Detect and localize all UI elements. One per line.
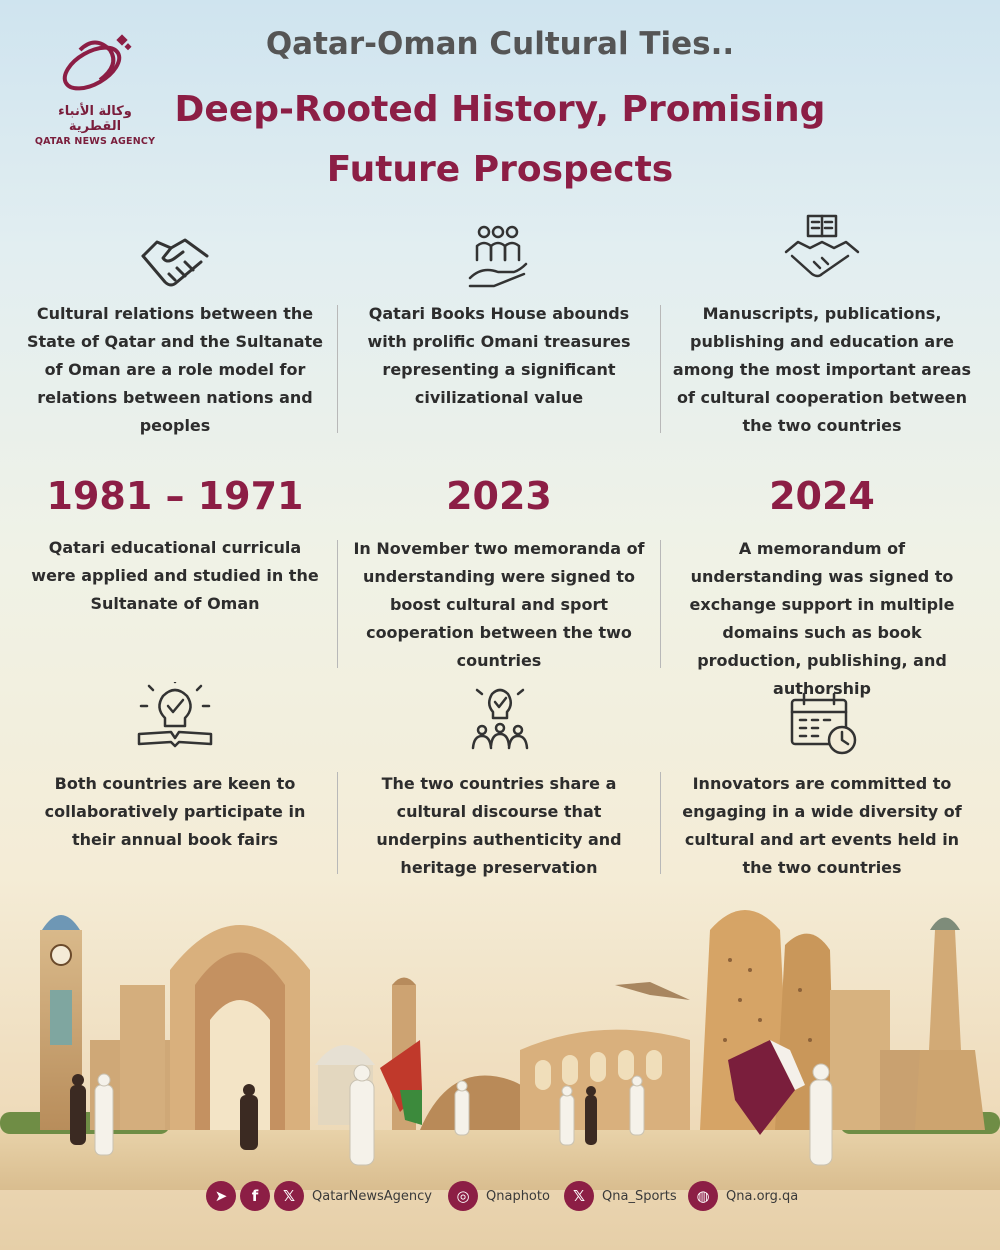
social-footer: [0, 1176, 1000, 1216]
x-sports-icon[interactable]: 𝕏: [564, 1181, 594, 1211]
row2-text-3: A memorandum of understanding was signed to exchange support in multiple domains such as book production, publishing, and authorship: [689, 539, 955, 698]
row2-text-2: In November two memoranda of understanding were signed to boost cultural and sport cooperation between the two countries: [353, 539, 645, 670]
row3-text-1: Both countries are keen to collaboratively participate in their annual book fairs: [44, 774, 306, 849]
social-group-2: [448, 1180, 550, 1212]
row2-text-1: Qatari educational curricula were applied and studied in the Sultanate of Oman: [31, 538, 319, 613]
year-2: 2023: [446, 474, 552, 518]
row1-text-2: Qatari Books House abounds with prolific Omani treasures representing a significant civilizational value: [367, 304, 631, 407]
divider-row2-left: [337, 540, 338, 668]
instagram-icon[interactable]: ◎: [448, 1181, 478, 1211]
landmarks-illustration: [0, 890, 1000, 1190]
lightbulb-book-icon: [135, 682, 215, 752]
lightbulb-group-icon: [460, 684, 540, 754]
page-supertitle: Qatar-Oman Cultural Ties..: [265, 26, 735, 62]
divider-row3-left: [337, 772, 338, 874]
handle-qnaphoto[interactable]: Qnaphoto: [486, 1188, 550, 1204]
divider-row3-right: [660, 772, 661, 874]
social-group-4: [688, 1180, 798, 1212]
year-1: 1981 – 1971: [46, 474, 304, 518]
calendar-clock-icon: [784, 690, 864, 760]
book-handshake-icon: [782, 212, 862, 282]
row1-text-3: Manuscripts, publications, publishing and education are among the most important areas of cultural cooperation between the two countries: [672, 304, 972, 435]
row3-text-3: Innovators are committed to engaging in a wide diversity of cultural and art events held in the two countries: [682, 774, 962, 877]
row1-text-1: Cultural relations between the State of Qatar and the Sultanate of Oman are a role model for relations between nations and peoples: [26, 304, 324, 435]
page-title: [0, 80, 1000, 200]
facebook-icon[interactable]: f: [240, 1181, 270, 1211]
logo-english-name: QATAR NEWS AGENCY: [34, 136, 156, 147]
handshake-icon: [135, 226, 215, 296]
social-group-3: [564, 1180, 677, 1212]
globe-icon[interactable]: ◍: [688, 1181, 718, 1211]
divider-row2-right: [660, 540, 661, 668]
divider-row1-left: [337, 305, 338, 433]
year-3: 2024: [769, 474, 875, 518]
page-title-line2: Future Prospects: [326, 149, 674, 190]
handle-qna-sports[interactable]: Qna_Sports: [602, 1188, 677, 1204]
handle-qatarnewsagency[interactable]: QatarNewsAgency: [312, 1188, 432, 1204]
x-icon[interactable]: 𝕏: [274, 1181, 304, 1211]
row3-text-2: The two countries share a cultural discourse that underpins authenticity and heritage preservation: [376, 774, 622, 877]
people-hand-icon: [458, 222, 538, 292]
social-group-1: [206, 1180, 432, 1212]
logo-arabic-name: وكالة الأنباء القطرية: [58, 104, 132, 134]
divider-row1-right: [660, 305, 661, 433]
telegram-icon[interactable]: ➤: [206, 1181, 236, 1211]
page-title-line1: Deep-Rooted History, Promising: [174, 89, 826, 130]
handle-website[interactable]: Qna.org.qa: [726, 1188, 799, 1204]
